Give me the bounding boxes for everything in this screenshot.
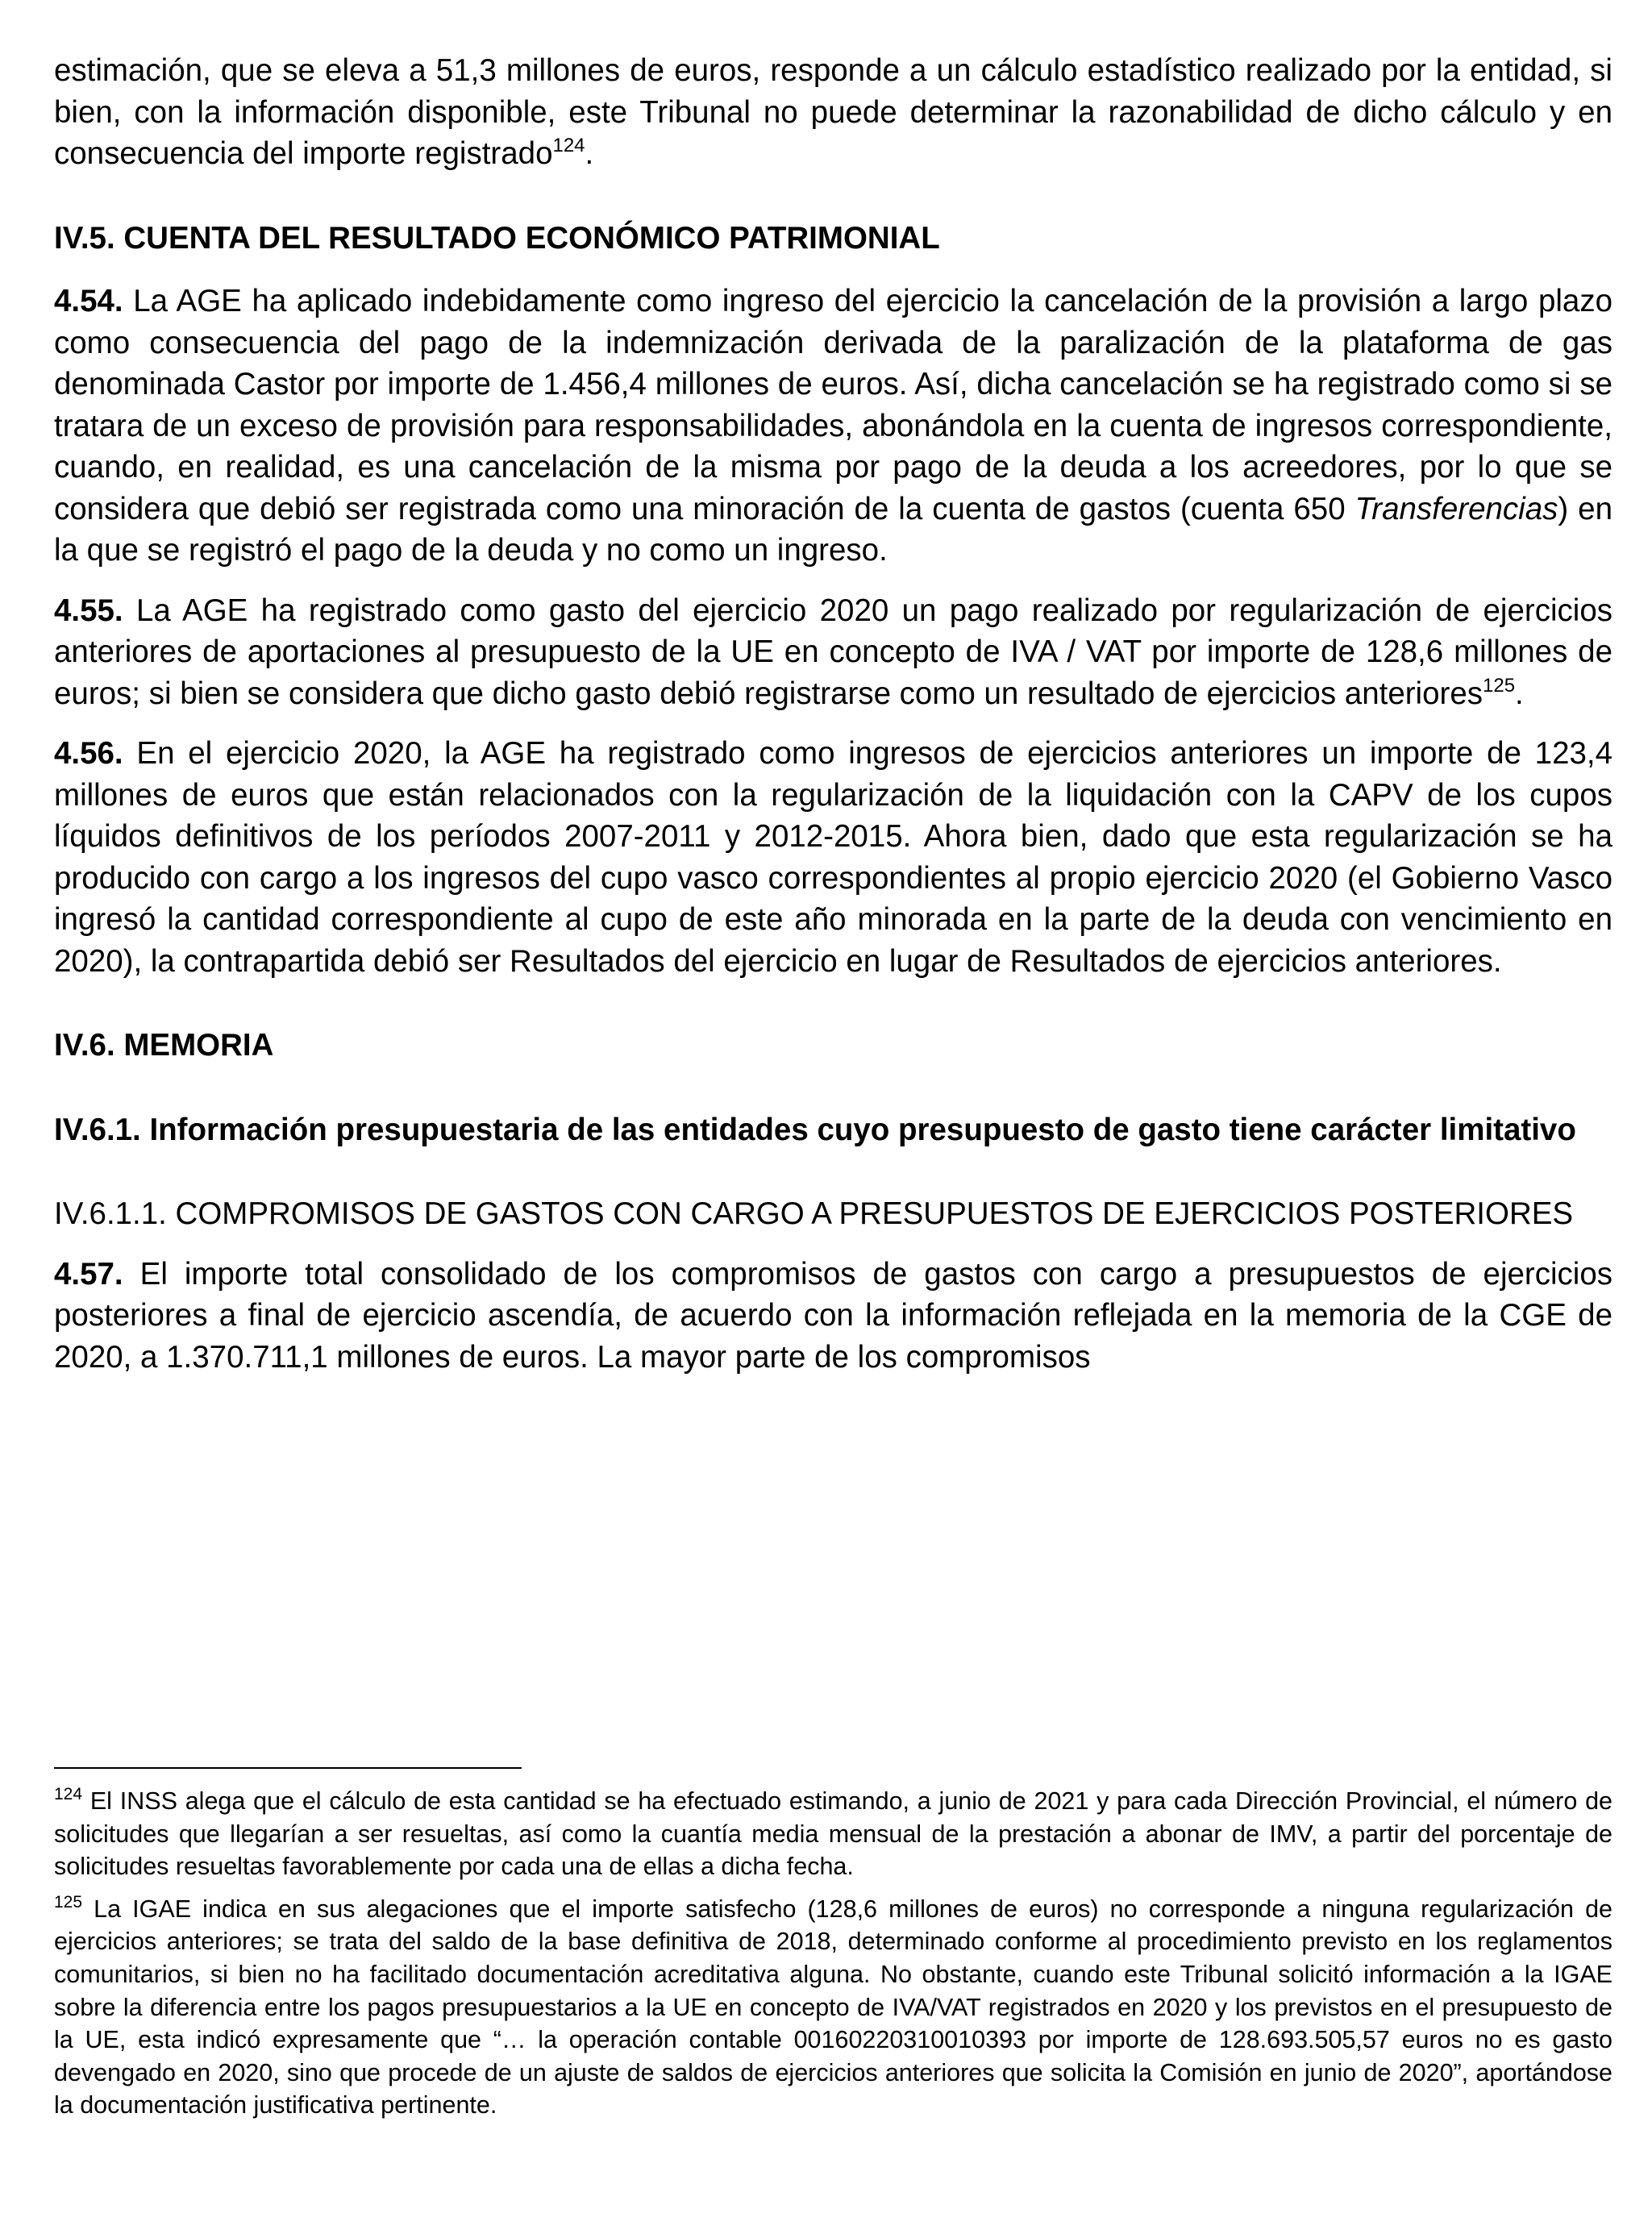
paragraph-4-57: 4.57. El importe total consolidado de los compromisos de gastos con cargo a presupuestos de ejercicios posteriores a final de ejercicio ascendía, de acuerdo con la información reflejada en la memoria de la CGE de 2020, a 1.370.711,1 millones de euros. La mayor parte de los compromisos	[54, 1256, 1612, 1375]
footnote-ref-125[interactable]: 125	[1483, 674, 1516, 697]
paragraph-4-55: 4.55. La AGE ha registrado como gasto del ejercicio 2020 un pago realizado por regularización de ejercicios anteriores de aportaciones al presupuesto de la UE en concepto de IVA / VAT por importe de 128,6 millones de euros; si bien se considera que dicho gasto debió registrarse como un resultado de ejercicios anteriores$^{125}$.	[54, 593, 1612, 711]
footnote-124: $^{124}$ El INSS alega que el cálculo de esta cantidad se ha efectuado estimando, a junio de 2021 y para cada Dirección Provincial, el número de solicitudes que llegarían a ser resueltas, así como la cuantía media mensual de la prestación a abonar de IMV, a partir del porcentaje de solicitudes resueltas favorablemente por cada una de ellas a dicha fecha.	[54, 1785, 1612, 1881]
paragraph-4-54: 4.54. La AGE ha aplicado indebidamente como ingreso del ejercicio la cancelación de la provisión a largo plazo como consecuencia del pago de la indemnización derivada de la paralización de la plataforma de gas denominada Castor por importe de 1.456,4 millones de euros. Así, dicha cancelación se ha registrado como si se tratara de un exceso de provisión para responsabilidades, abonándola en la cuenta de ingresos correspondiente, cuando, en realidad, es una cancelación de la misma por pago de la deuda a los acreedores, por lo que se considera que debió ser registrada como una minoración de la cuenta de gastos (cuenta 650 Transferencias) en la que se registró el pago de la deuda y no como un ingreso.	[54, 284, 1613, 568]
footnote-separator	[54, 1767, 522, 1769]
subsection-heading-iv61: IV.6.1. Información presupuestaria de las entidades cuyo presupuesto de gasto tiene carácter limitativo	[54, 1112, 1576, 1147]
footnote-ref-124[interactable]: 124	[552, 135, 585, 156]
footnote-number: 125	[54, 1892, 83, 1911]
section-heading-iv6: IV.6. MEMORIA	[54, 1028, 274, 1063]
paragraph-text: estimación, que se eleva a 51,3 millones de euros, responde a un cálculo estadístico realizado por la entidad, si bien, con la información disponible, este Tribunal no puede determinar la razonabilidad de dicho cálculo y en consecuencia del importe registrado	[54, 53, 1612, 171]
subsubsection-heading-iv611: IV.6.1.1. COMPROMISOS DE GASTOS CON CARGO A PRESUPUESTOS DE EJERCICIOS POSTERIORES	[54, 1196, 1574, 1231]
paragraph-number: 4.56.	[54, 736, 123, 771]
paragraph-number: 4.57.	[54, 1256, 123, 1292]
footnote-number: 124	[54, 1785, 83, 1803]
paragraph-4-56: 4.56. En el ejercicio 2020, la AGE ha registrado como ingresos de ejercicios anteriores un importe de 123,4 millones de euros que están relacionados con la regularización de la liquidación con la CAPV de los cupos líquidos definitivos de los períodos 2007-2011 y 2012-2015. Ahora bien, dado que esta regularización se ha producido con cargo a los ingresos del cupo vasco correspondientes al propio ejercicio 2020 (el Gobierno Vasco ingresó la cantidad correspondiente al cupo de este año minorada en la parte de la deuda con vencimiento en 2020), la contrapartida debió ser Resultados del ejercicio en lugar de Resultados de ejercicios anteriores.	[54, 736, 1612, 979]
paragraph-intro: estimación, que se eleva a 51,3 millones de euros, responde a un cálculo estadístico realizado por la entidad, si bien, con la información disponible, este Tribunal no puede determinar la razonabilidad de dicho cálculo y en consecuencia del importe registrado$^{124}$.	[54, 53, 1612, 171]
footnote-125: $^{125}$ La IGAE indica en sus alegaciones que el importe satisfecho (128,6 millones de euros) no corresponde a ninguna regularización de ejercicios anteriores; se trata del saldo de la base definitiva de 2018, determinado conforme al procedimiento previsto en los reglamentos comunitarios, si bien no ha facilitado documentación acreditativa alguna. No obstante, cuando este Tribunal solicitó información a la IGAE sobre la diferencia entre los pagos presupuestarios a la UE en concepto de IVA/VAT registrados en 2020 y los previstos en el presupuesto de la UE, esta indicó expresamente que “… la operación contable 00160220310010393 por importe de 128.693.505,57 euros no es gasto devengado en 2020, sino que procede de un ajuste de saldos de ejercicios anteriores que solicita la Comisión en junio de 2020”, aportándose la documentación justificativa pertinente.	[54, 1892, 1612, 2119]
paragraph-number: 4.55.	[54, 593, 123, 628]
footnotes	[54, 1785, 1612, 2122]
italic-term: Transferencias	[1354, 491, 1558, 526]
paragraph-number: 4.54.	[54, 284, 123, 318]
section-heading-iv5: IV.5. CUENTA DEL RESULTADO ECONÓMICO PATRIMONIAL	[54, 220, 940, 256]
document-page	[54, 50, 1612, 1378]
